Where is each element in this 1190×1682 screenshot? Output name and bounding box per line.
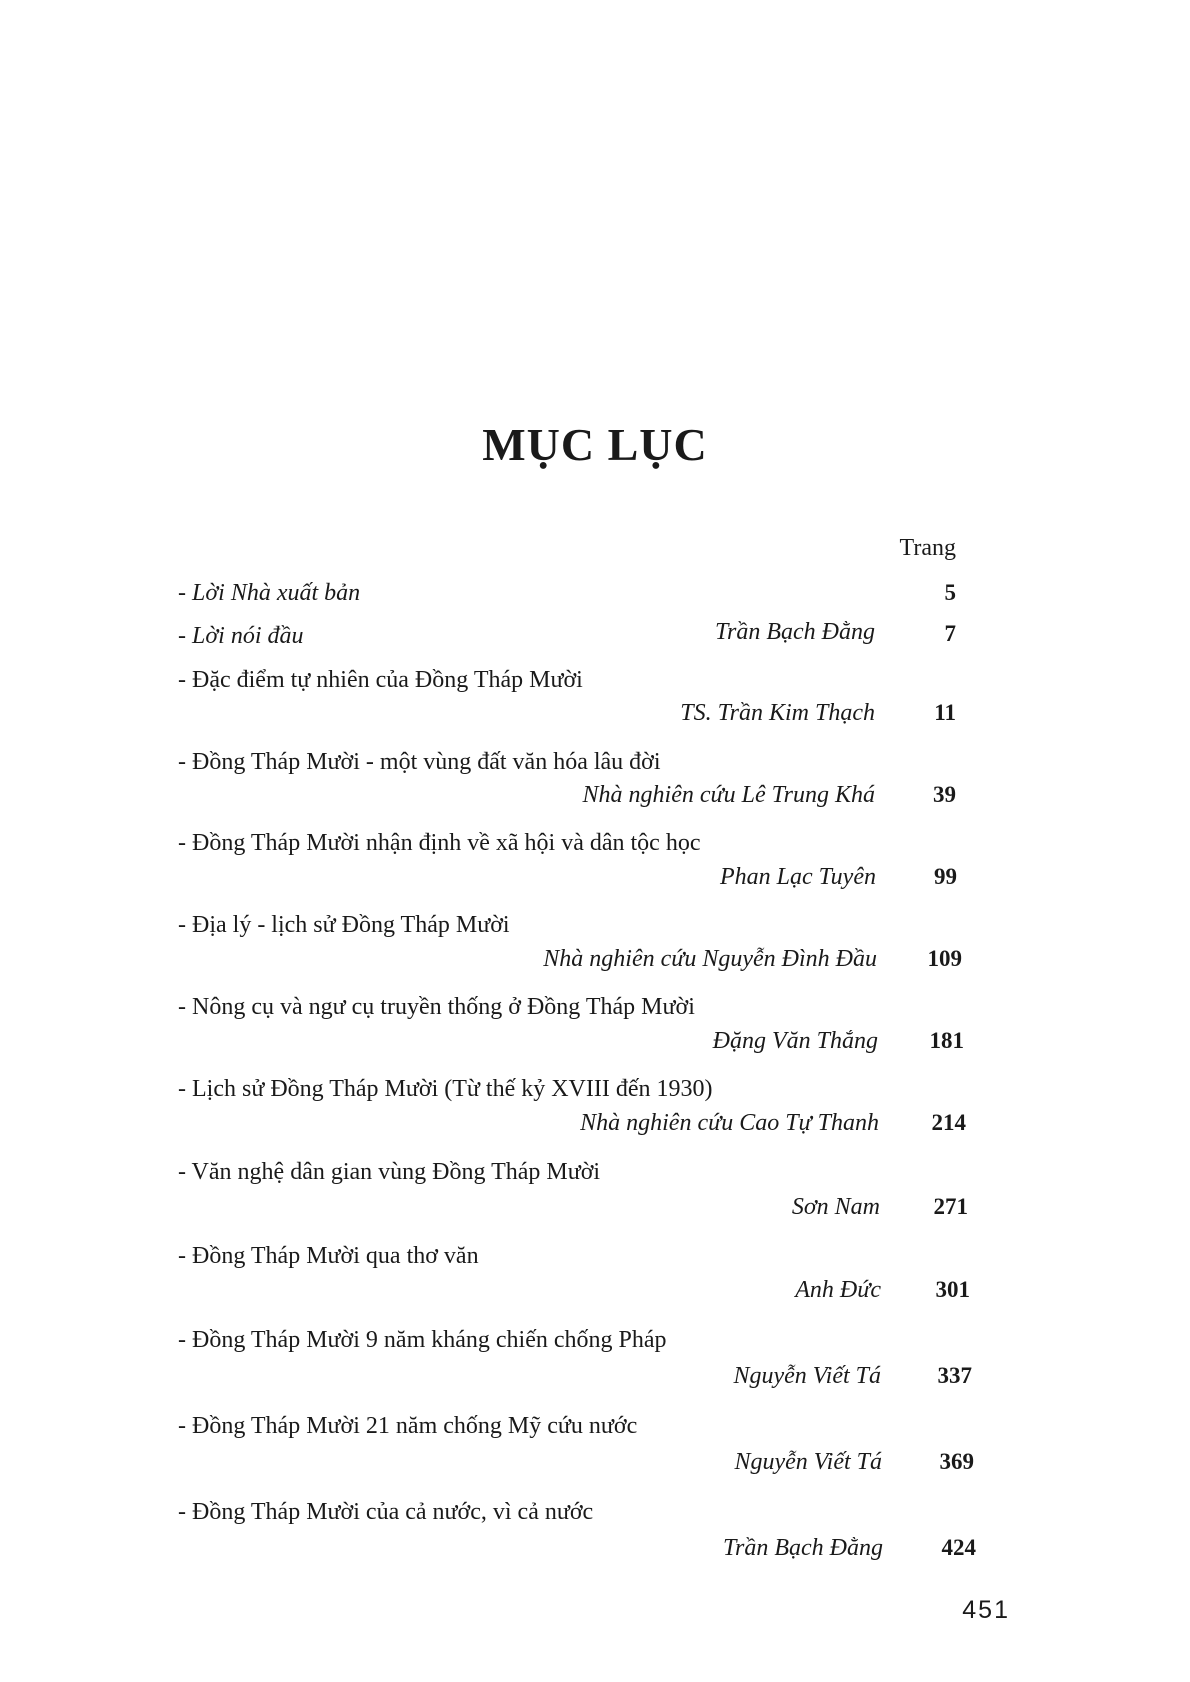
toc-entry-author: Phan Lạc Tuyên: [720, 864, 876, 890]
toc-entry-title: - Lịch sử Đồng Tháp Mười (Từ thế kỷ XVIII đến 1930): [178, 1076, 713, 1102]
toc-entry-page: 369: [939, 1449, 974, 1474]
toc-entry-title: - Đồng Tháp Mười của cả nước, vì cả nước: [178, 1499, 594, 1525]
toc-entry-page: 214: [931, 1110, 966, 1135]
toc-entry-title: - Đồng Tháp Mười qua thơ văn: [178, 1243, 479, 1269]
toc-entry-author: Trần Bạch Đằng: [722, 1535, 883, 1561]
toc-entry-author: Sơn Nam: [791, 1194, 880, 1220]
toc-entry-title: - Đặc điểm tự nhiên của Đồng Tháp Mười: [178, 667, 583, 693]
toc-entry-page: 271: [933, 1194, 968, 1219]
page-number: 451: [962, 1596, 1010, 1624]
toc-entry-page: 39: [933, 782, 956, 807]
toc-entry-author: Nguyễn Viết Tá: [734, 1449, 882, 1475]
toc-entry-author: Nhà nghiên cứu Lê Trung Khá: [582, 782, 875, 808]
toc-entry-page: 301: [935, 1277, 970, 1302]
toc-entry-author: Nhà nghiên cứu Nguyễn Đình Đầu: [543, 946, 877, 972]
toc-entry-page: 337: [937, 1363, 972, 1388]
page-column-label: Trang: [899, 535, 956, 561]
toc-entry-author: Anh Đức: [795, 1277, 881, 1303]
toc-entry-page: 181: [929, 1028, 964, 1053]
toc-entry-page: 11: [934, 700, 956, 725]
toc-entry-title: - Đồng Tháp Mười nhận định về xã hội và dân tộc học: [178, 830, 701, 856]
toc-entry-author: Nhà nghiên cứu Cao Tự Thanh: [580, 1110, 879, 1136]
toc-entry-page: 99: [934, 864, 957, 889]
toc-entry-title: - Lời nói đầu: [178, 623, 304, 649]
toc-entry-title: - Địa lý - lịch sử Đồng Tháp Mười: [178, 912, 510, 938]
toc-entry-title: - Đồng Tháp Mười 21 năm chống Mỹ cứu nước: [178, 1413, 638, 1439]
toc-entry-title: - Nông cụ và ngư cụ truyền thống ở Đồng Tháp Mười: [178, 994, 695, 1020]
toc-entry-page: 7: [944, 621, 956, 646]
toc-entry-title: - Văn nghệ dân gian vùng Đồng Tháp Mười: [178, 1159, 601, 1185]
toc-entry-author: TS. Trần Kim Thạch: [680, 700, 875, 726]
toc-entry-author: Trần Bạch Đằng: [714, 619, 875, 645]
toc-entry-title: - Đồng Tháp Mười 9 năm kháng chiến chống Pháp: [178, 1327, 667, 1353]
toc-entry-title: - Lời Nhà xuất bản: [178, 580, 361, 606]
toc-entry-page: 424: [941, 1535, 976, 1560]
toc-entry-page: 109: [927, 946, 962, 971]
toc-entry-title: - Đồng Tháp Mười - một vùng đất văn hóa lâu đời: [178, 749, 661, 775]
toc-entry-author: Nguyễn Viết Tá: [733, 1363, 881, 1389]
toc-entry-page: 5: [944, 580, 956, 605]
toc-entry-author: Đặng Văn Thắng: [712, 1028, 878, 1054]
page-title: MỤC LỤC: [482, 419, 708, 470]
